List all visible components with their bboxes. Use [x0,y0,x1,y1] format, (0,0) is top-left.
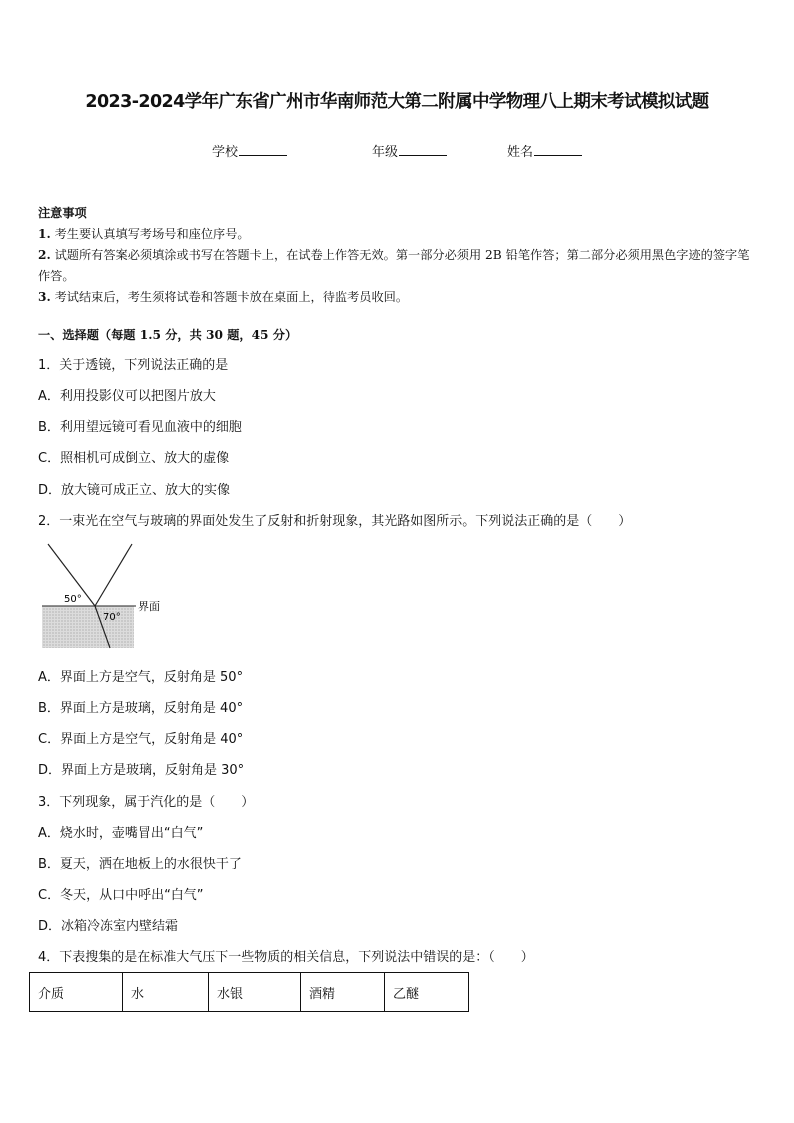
table-header-cell: 水银 [209,973,301,1012]
notice-item: 1. 考生要认真填写考场号和座位序号。 [38,227,250,241]
table-header-cell: 介质 [30,973,123,1012]
school-blank[interactable] [239,143,287,156]
question-3-stem: 3．下列现象，属于汽化的是（ ） [38,795,255,810]
table-header-cell: 酒精 [301,973,385,1012]
grade-blank[interactable] [399,143,447,156]
question-1-stem: 1．关于透镜，下列说法正确的是 [38,358,229,373]
school-label: 学校 [212,145,239,160]
substance-table [29,972,469,1012]
table-header-cell: 水 [123,973,209,1012]
grade-label: 年级 [372,145,399,160]
question-3-option-a[interactable]: A．烧水时，壶嘴冒出“白气” [38,826,204,841]
name-blank[interactable] [534,143,582,156]
question-2-option-d[interactable]: D．界面上方是玻璃，反射角是 30° [38,763,245,778]
question-2-stem: 2．一束光在空气与玻璃的界面处发生了反射和折射现象，其光路如图所示。下列说法正确的是（ ） [38,514,632,529]
question-1-option-d[interactable]: D．放大镜可成正立、放大的实像 [38,483,231,498]
light-path-figure [40,542,180,652]
question-4-stem: 4．下表搜集的是在标准大气压下一些物质的相关信息，下列说法中错误的是：（ ） [38,950,534,965]
question-3-option-c[interactable]: C．冬天，从口中呼出“白气” [38,888,204,903]
notice-heading: 注意事项 [38,206,87,220]
name-label: 姓名 [507,145,534,160]
school-field[interactable] [212,141,287,160]
table-row [30,973,469,1012]
reflected-ray [95,544,132,606]
interface-label: 界面 [138,600,160,613]
question-3-option-b[interactable]: B．夏天，洒在地板上的水很快干了 [38,857,242,872]
notice-item: 2. 试题所有答案必须填涂或书写在答题卡上，在试卷上作答无效。第一部分必须用 2B 铅笔作答；第二部分必须用黑色字迹的签字笔作答。 [38,248,750,283]
exam-title: 2023-2024学年广东省广州市华南师范大第二附属中学物理八上期末考试模拟试题 [85,92,709,112]
question-2-option-c[interactable]: C．界面上方是空气，反射角是 40° [38,732,244,747]
question-1-option-a[interactable]: A．利用投影仪可以把图片放大 [38,389,216,404]
table-header-cell: 乙醚 [385,973,469,1012]
notice-block [38,203,760,308]
question-3-option-d[interactable]: D．冰箱冷冻室内壁结霜 [38,919,179,934]
angle-label-50: 50° [64,594,82,605]
angle-label-70: 70° [103,612,121,623]
question-2-option-a[interactable]: A．界面上方是空气，反射角是 50° [38,670,244,685]
section-heading: 一、选择题（每题 1.5 分，共 30 题，45 分） [38,328,298,342]
notice-item: 3. 考试结束后，考生须将试卷和答题卡放在桌面上，待监考员收回。 [38,290,409,304]
question-2-option-b[interactable]: B．界面上方是玻璃，反射角是 40° [38,701,244,716]
question-1-option-c[interactable]: C．照相机可成倒立、放大的虚像 [38,451,230,466]
question-1-option-b[interactable]: B．利用望远镜可看见血液中的细胞 [38,420,242,435]
grade-field[interactable] [372,141,447,160]
name-field[interactable] [507,141,582,160]
